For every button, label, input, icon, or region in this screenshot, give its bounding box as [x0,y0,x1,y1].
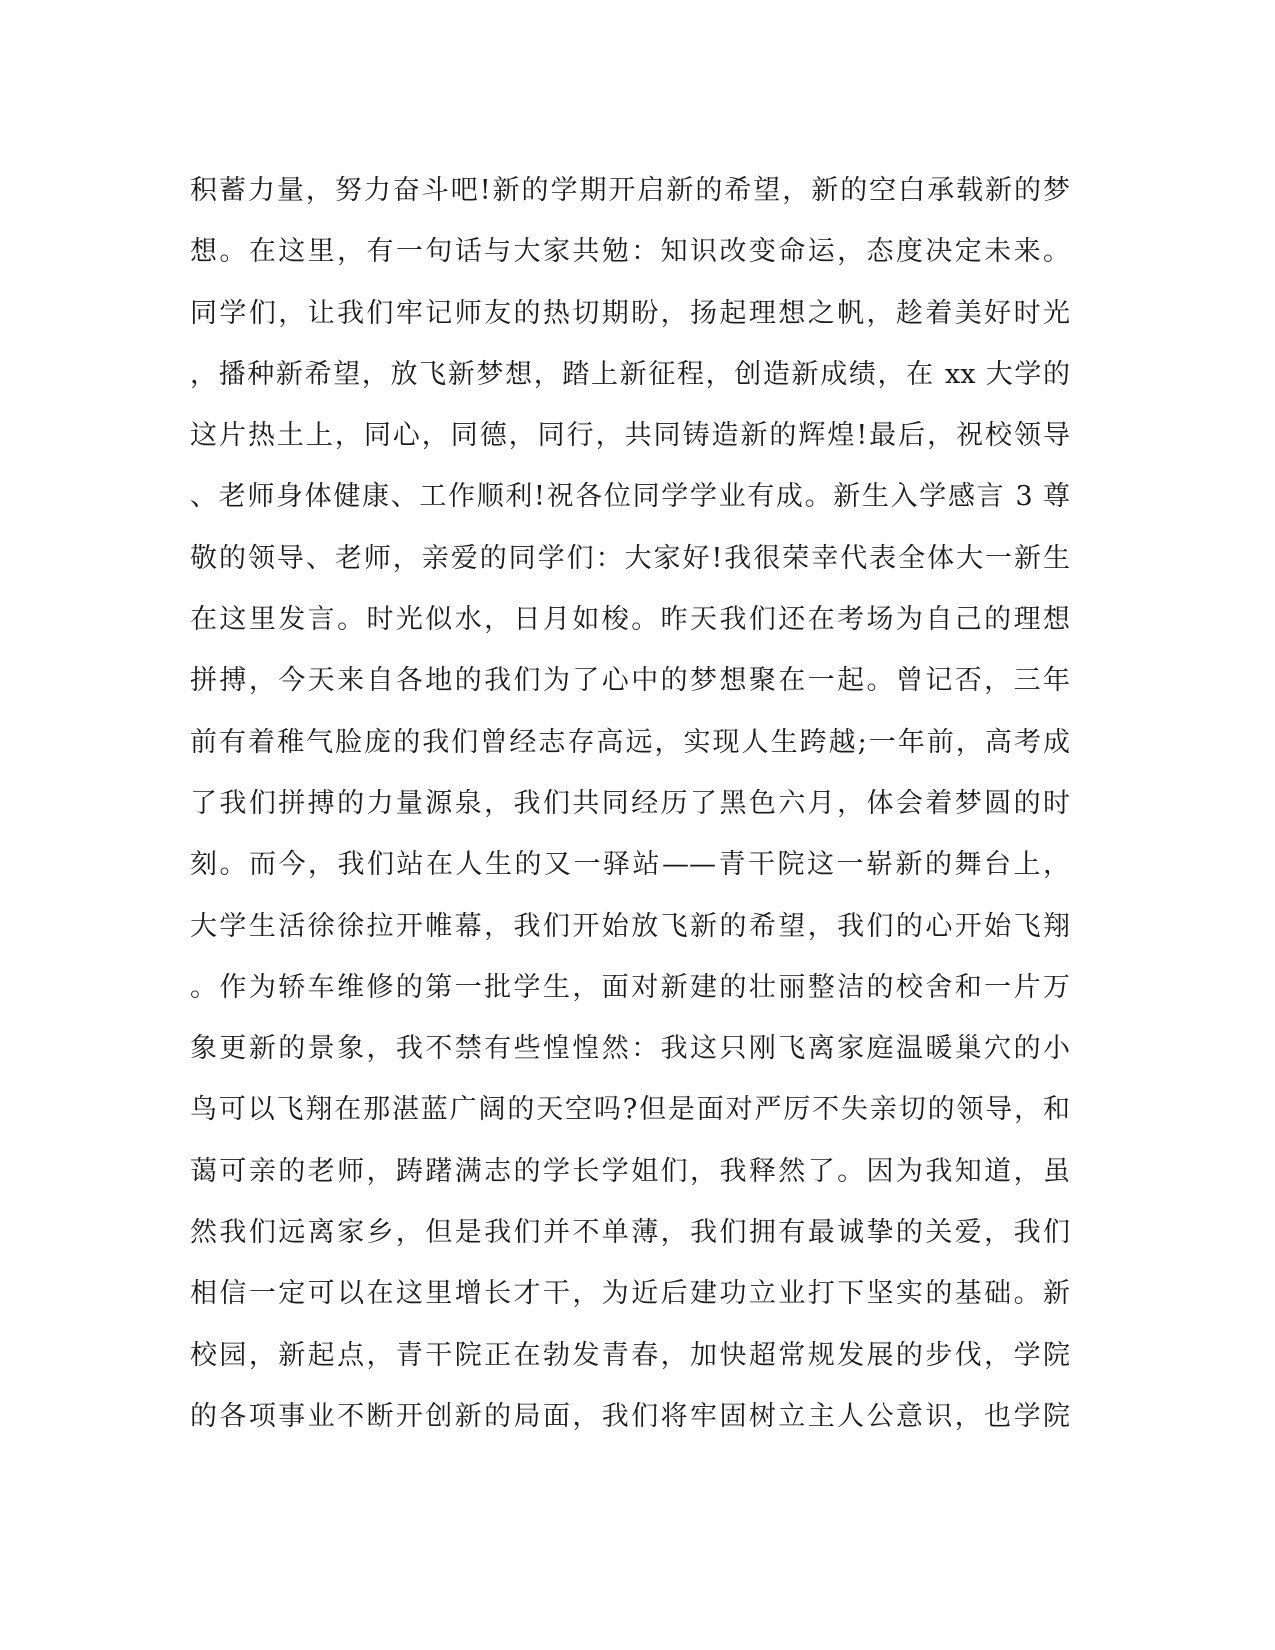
text-line: 刻。而今，我们站在人生的又一驿站——青干院这一崭新的舞台上， [190,849,1070,881]
text-line: 积蓄力量，努力奋斗吧!新的学期开启新的希望，新的空白承载新的梦 [190,175,1070,206]
text-line: 了我们拼搏的力量源泉，我们共同经历了黑色六月，体会着梦圆的时 [190,787,1070,819]
text-line: 大学生活徐徐拉开帷幕，我们开始放飞新的希望，我们的心开始飞翔 [190,910,1070,942]
body-text [190,160,1070,1447]
text-line: 拼搏，今天来自各地的我们为了心中的梦想聚在一起。曾记否，三年 [190,665,1070,697]
text-line: 想。在这里，有一句话与大家共勉：知识改变命运，态度决定未来。 [190,236,1070,268]
text-line: 、老师身体健康、工作顺利!祝各位同学学业有成。新生入学感言 3 尊 [190,481,1070,513]
text-line: 敬的领导、老师，亲爱的同学们：大家好!我很荣幸代表全体大一新生 [190,542,1070,574]
text-line: 相信一定可以在这里增长才干，为近后建功立业打下坚实的基础。新 [190,1278,1070,1310]
text-line: 校园，新起点，青干院正在勃发青春，加快超常规发展的步伐，学院 [190,1339,1070,1371]
text-line: ，播种新希望，放飞新梦想，踏上新征程，创造新成绩，在 xx 大学的 [190,358,1070,390]
text-line: 的各项事业不断开创新的局面，我们将牢固树立主人公意识，也学院 [190,1400,1070,1432]
text-line: 同学们，让我们牢记师友的热切期盼，扬起理想之帆，趁着美好时光 [190,297,1070,329]
text-line: 前有着稚气脸庞的我们曾经志存高远，实现人生跨越;一年前，高考成 [190,726,1070,758]
text-line: 。作为轿车维修的第一批学生，面对新建的壮丽整洁的校舍和一片万 [190,971,1070,1003]
text-line: 然我们远离家乡，但是我们并不单薄，我们拥有最诚挚的关爱，我们 [190,1217,1070,1249]
text-line: 鸟可以飞翔在那湛蓝广阔的天空吗?但是面对严厉不失亲切的领导，和 [190,1094,1070,1126]
text-line: 象更新的景象，我不禁有些惶惶然：我这只刚飞离家庭温暖巢穴的小 [190,1033,1070,1065]
text-line: 蔼可亲的老师，踌躇满志的学长学姐们，我释然了。因为我知道，虽 [190,1155,1070,1187]
text-line: 在这里发言。时光似水，日月如梭。昨天我们还在考场为自己的理想 [190,604,1070,636]
text-line: 这片热土上，同心，同德，同行，共同铸造新的辉煌!最后，祝校领导 [190,420,1070,452]
